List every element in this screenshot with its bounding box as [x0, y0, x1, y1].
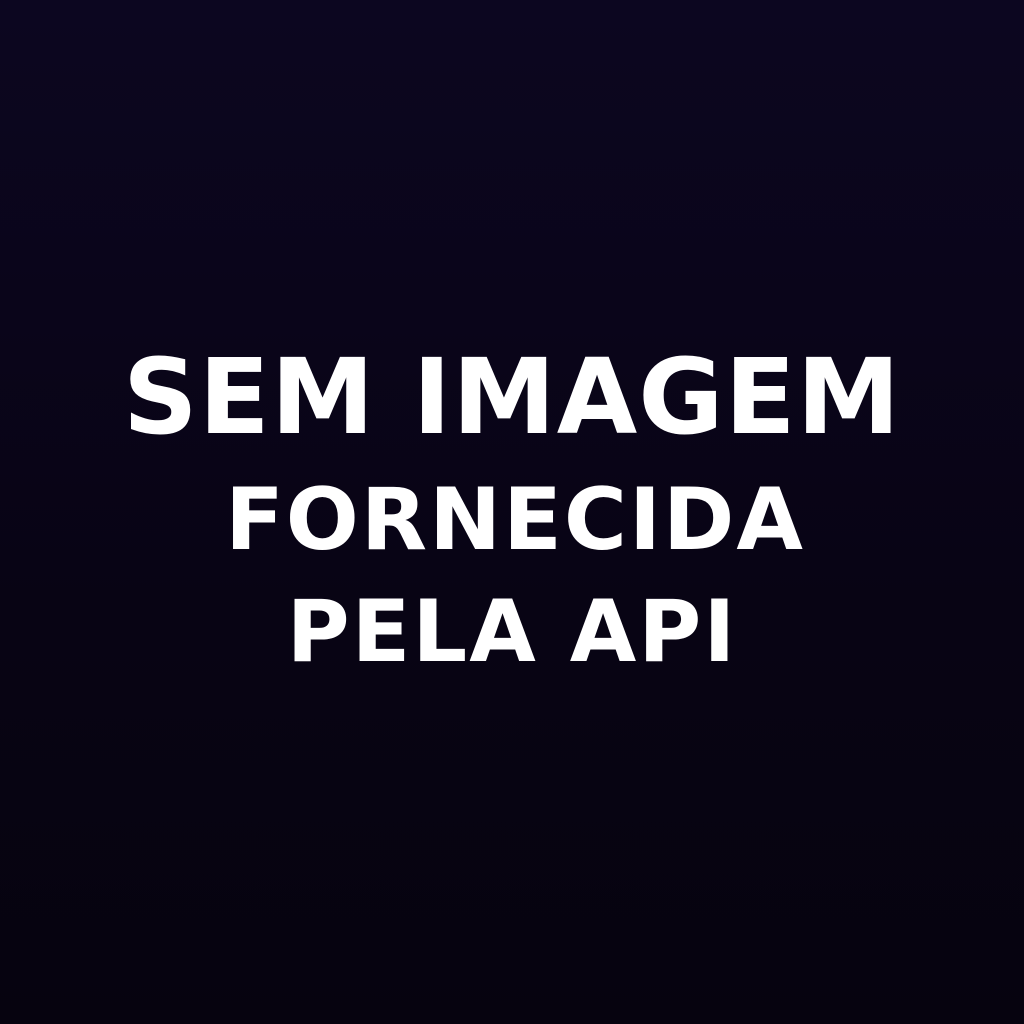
placeholder-line-3: PELA API	[286, 582, 738, 682]
placeholder-line-2: FORNECIDA	[225, 470, 805, 570]
placeholder-line-1: SEM IMAGEM	[122, 336, 902, 458]
